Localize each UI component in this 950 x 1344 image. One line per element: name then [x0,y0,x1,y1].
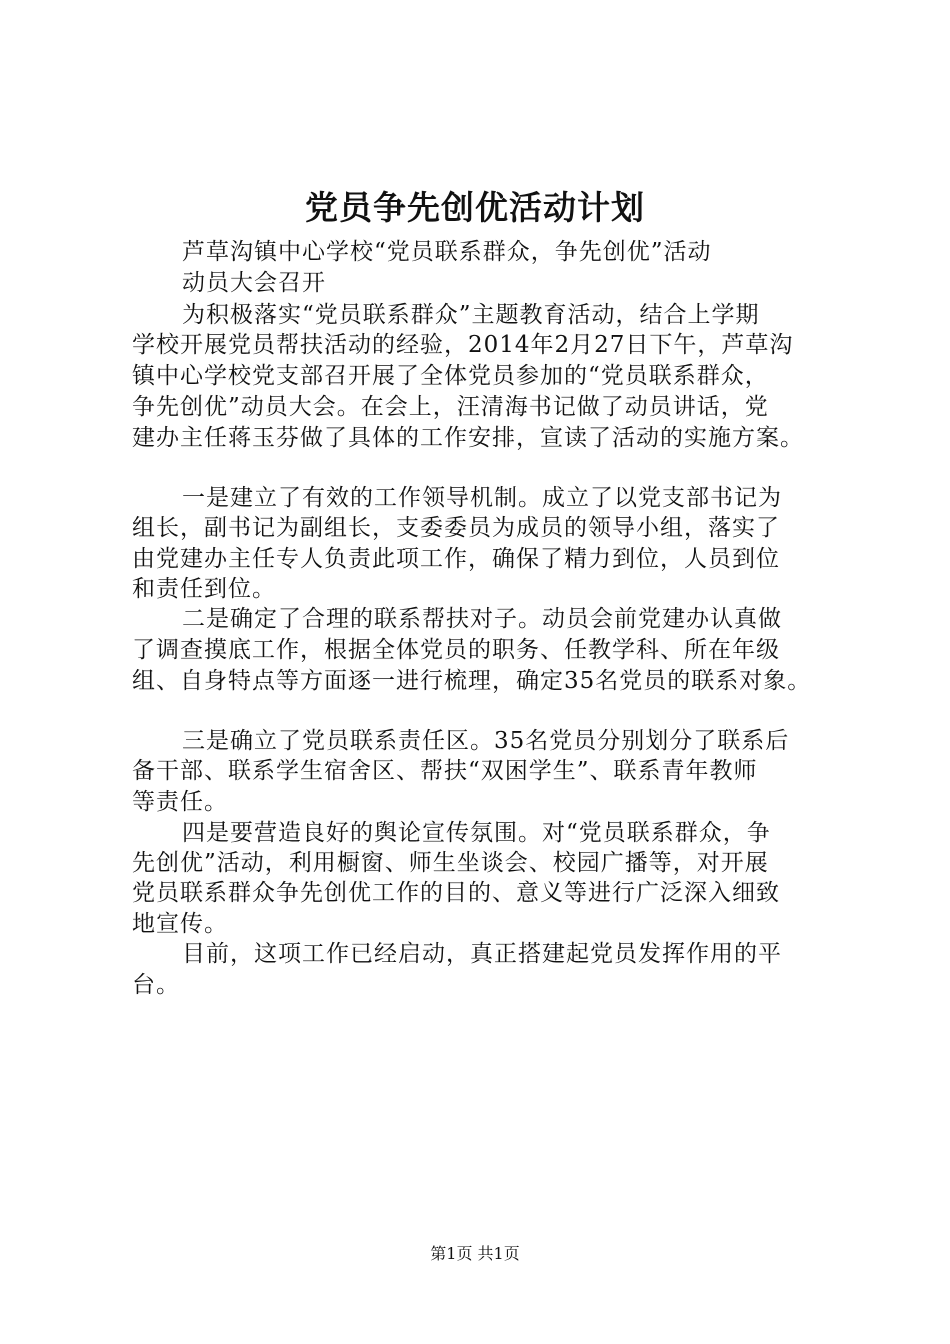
subtitle-line-2: 动员大会召开 [182,270,326,296]
paragraph-line: 先创优”活动，利用橱窗、师生坐谈会、校园广播等，对开展 [132,850,769,876]
paragraph-line: 由党建办主任专人负责此项工作，确保了精力到位，人员到位 [132,546,780,572]
paragraph-line: 组长，副书记为副组长，支委委员为成员的领导小组，落实了 [132,515,780,541]
paragraph-line: 二是确定了合理的联系帮扶对子。动员会前党建办认真做 [182,606,782,632]
paragraph-line: 和责任到位。 [132,576,276,602]
paragraph-line: 党员联系群众争先创优工作的目的、意义等进行广泛深入细致 [132,880,780,906]
paragraph-line: 等责任。 [132,789,228,815]
paragraph-line: 目前，这项工作已经启动，真正搭建起党员发挥作用的平 [182,941,782,967]
paragraph-line: 为积极落实“党员联系群众”主题教育活动，结合上学期 [182,302,760,328]
paragraph-line: 学校开展党员帮扶活动的经验，2014年2月27日下午，芦草沟 [132,332,794,358]
page-footer: 第1页 共1页 [430,1244,520,1263]
paragraph-line: 建办主任蒋玉芬做了具体的工作安排，宣读了活动的实施方案。 [132,425,804,451]
paragraph-line: 了调查摸底工作，根据全体党员的职务、任教学科、所在年级 [132,637,780,663]
paragraph-line: 一是建立了有效的工作领导机制。成立了以党支部书记为 [182,485,782,511]
paragraph-line: 组、自身特点等方面逐一进行梳理，确定35名党员的联系对象。 [132,668,812,694]
paragraph-line: 四是要营造良好的舆论宣传氛围。对“党员联系群众，争 [182,820,771,846]
subtitle-line-1: 芦草沟镇中心学校“党员联系群众，争先创优”活动 [182,239,712,265]
document-title: 党员争先创优活动计划 [305,188,645,227]
paragraph-line: 争先创优”动员大会。在会上，汪清海书记做了动员讲话，党 [132,394,769,420]
paragraph-line: 三是确立了党员联系责任区。35名党员分别划分了联系后 [182,728,790,754]
paragraph-line: 镇中心学校党支部召开展了全体党员参加的“党员联系群众， [132,363,769,389]
paragraph-line: 台。 [132,972,180,998]
paragraph-line: 地宣传。 [132,911,228,937]
paragraph-line: 备干部、联系学生宿舍区、帮扶“双困学生”、联系青年教师 [132,758,758,784]
